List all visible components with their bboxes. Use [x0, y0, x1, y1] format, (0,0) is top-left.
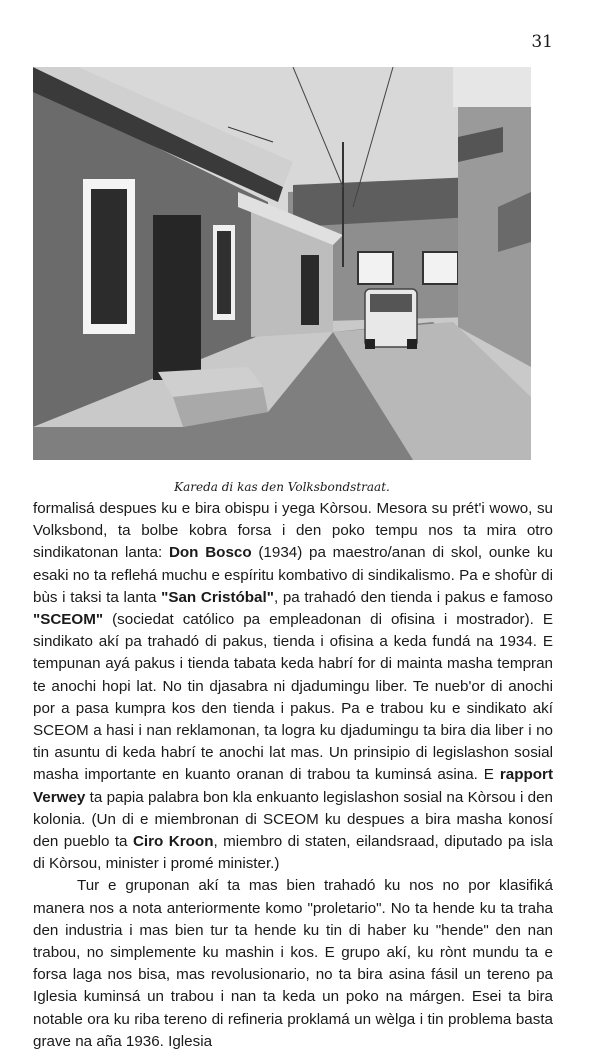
- text-span: , miembro di staten, eilandsraad, diputado pa isla di Kòrsou, minister i promé minister.): [33, 833, 553, 873]
- body-text: [33, 498, 553, 1053]
- photo-caption: Kareda di kas den Volksbondstraat.: [174, 480, 390, 494]
- paragraph-1: [33, 498, 553, 875]
- paragraph-2: Tur e gruponan akí ta mas bien trahadó ku nos no por klasifiká manera nos a nota anteriormente komo "proletario". No ta hende ku ta traha den industria i mas bien tur ta hende ku tin di haber ku "hende" den nan trabou, no simplemente ku mashin i kos. E grupo akí, ku rònt mundu ta e forsa laga nos bisa, mas revolusionario, no ta bira asina fásil un tereno pa Iglesia kuminsá un trabou i nan ta keda un poko na márgen. Esei ta bira notable ora ku riba tereno di refineria proklamá un wèlga i tin problema basta grave na aña 1936. Iglesia: [33, 877, 553, 1050]
- bold-term-san-cristobal: "San Cristóbal": [161, 588, 274, 606]
- bold-term-don-bosco: Don Bosco: [168, 544, 252, 562]
- text-span: formalisá despues ku e bira obispu i yega Kòrsou. Mesora su prét'i wowo, su Volksbond, ta bolbe kobra forsa i den poko tempu nos ta mira otro sindikatonan lanta:: [33, 500, 553, 562]
- text-span: (sociedat católico pa empleadonan di ofisina i mostrador). E sindikato akí pa trahadó di pakus, tienda i ofisina a keda fundá na 1934. E tempunan ayá pakus i tienda tabata keda habrí for di mainta masha tempran te anochi hopi lat. No tin djasabra ni djadumingu liber. Te nueb'or di anochi por a pasa kumpra kos den tienda i pakus. Pa e trabou ku e sindikato akí SCEOM a hasi i nan reklamonan, ta logra ku djadumingu ta bira dia liber i no tin asuntu di keda habrí te anochi lat mas. Un prinsipio di legislashon sosial masha importante en kuanto oranan di trabou ta kuminsá asina. E: [33, 611, 553, 784]
- street-photo: [33, 67, 531, 460]
- text-span: ta papia palabra bon kla enkuanto legislashon sosial na Kòrsou i den kolonia. (Un di e miembronan di SCEOM ku despues a bira masha konosí den pueblo ta: [33, 788, 553, 851]
- text-span: , pa trahadó den tienda i pakus e famoso: [273, 588, 553, 606]
- page-number: 31: [531, 32, 553, 52]
- street-photo-drawing: [33, 67, 531, 460]
- bold-term-rapport-verwey: rapport Verwey: [33, 766, 553, 806]
- bold-term-sceom: "SCEOM": [33, 611, 104, 629]
- text-span: (1934) pa maestro/anan di skol, ounke ku esaki no ta reflehá muchu e espíritu kombativo di sindikalismo. Pa e shofùr di bùs i taksi ta lanta: [33, 544, 553, 606]
- bold-term-ciro-kroon: Ciro Kroon: [132, 833, 214, 851]
